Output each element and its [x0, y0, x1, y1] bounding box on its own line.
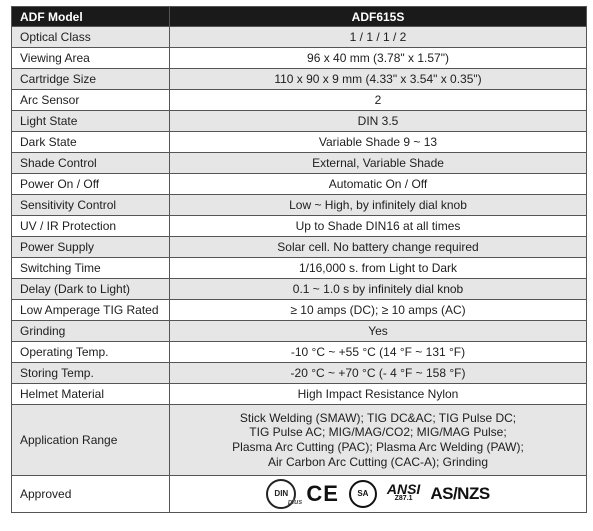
spec-value: Yes [170, 321, 587, 342]
spec-value: Solar cell. No battery change required [170, 237, 587, 258]
spec-value: High Impact Resistance Nylon [170, 384, 587, 405]
spec-value: DIN 3.5 [170, 111, 587, 132]
table-row [12, 132, 587, 153]
spec-label: Cartridge Size [12, 69, 170, 90]
table-row [12, 279, 587, 300]
application-range-value [170, 405, 587, 476]
spec-label: Operating Temp. [12, 342, 170, 363]
table-row [12, 195, 587, 216]
spec-label: Delay (Dark to Light) [12, 279, 170, 300]
ansi-logo [386, 481, 421, 504]
spec-label: Low Amperage TIG Rated [12, 300, 170, 321]
spec-label: Approved [12, 476, 170, 513]
application-line: TIG Pulse AC; MIG/MAG/CO2; MIG/MAG Pulse; [249, 425, 507, 440]
spec-label: Sensitivity Control [12, 195, 170, 216]
spec-value: 1/16,000 s. from Light to Dark [170, 258, 587, 279]
ansi-text: ANSI [386, 481, 421, 497]
din-text: DIN [274, 489, 289, 498]
application-line: Stick Welding (SMAW); TIG DC&AC; TIG Pulse DC; [239, 410, 517, 425]
spec-label: Shade Control [12, 153, 170, 174]
table-row [12, 27, 587, 48]
spec-label: UV / IR Protection [12, 216, 170, 237]
spec-label: Power On / Off [12, 174, 170, 195]
spec-value: External, Variable Shade [170, 153, 587, 174]
table-row [12, 153, 587, 174]
table-row [12, 342, 587, 363]
spec-value: -10 °C ~ +55 °C (14 °F ~ 131 °F) [170, 342, 587, 363]
spec-value: ≥ 10 amps (DC); ≥ 10 amps (AC) [170, 300, 587, 321]
spec-value: Up to Shade DIN16 at all times [170, 216, 587, 237]
table-row [12, 48, 587, 69]
table-header [12, 7, 587, 27]
table-row [12, 216, 587, 237]
table-row [12, 363, 587, 384]
cert-row [174, 479, 582, 509]
application-line: Plasma Arc Cutting (PAC); Plasma Arc Welding (PAW); [232, 440, 524, 454]
asnzs-logo: AS/NZS [430, 484, 490, 503]
csa-text: SA [357, 489, 369, 498]
spec-label: Application Range [12, 405, 170, 476]
spec-label: Switching Time [12, 258, 170, 279]
table-row [12, 111, 587, 132]
table-row [12, 384, 587, 405]
table-row [12, 237, 587, 258]
spec-value: 1 / 1 / 1 / 2 [170, 27, 587, 48]
spec-value: 110 x 90 x 9 mm (4.33" x 3.54" x 0.35") [170, 69, 587, 90]
spec-label: Dark State [12, 132, 170, 153]
spec-value: Low ~ High, by infinitely dial knob [170, 195, 587, 216]
spec-value: 2 [170, 90, 587, 111]
spec-label: Optical Class [12, 27, 170, 48]
table-row [12, 300, 587, 321]
spec-label: Arc Sensor [12, 90, 170, 111]
spec-label: Viewing Area [12, 48, 170, 69]
header-label: ADF Model [12, 7, 170, 27]
table-row-approved [12, 476, 587, 513]
table-row [12, 321, 587, 342]
ce-mark-logo: CE [306, 481, 339, 506]
ansi-standard-text: Z87.1 [394, 495, 413, 502]
spec-label: Helmet Material [12, 384, 170, 405]
spec-label: Power Supply [12, 237, 170, 258]
din-plus-logo [266, 479, 303, 509]
table-row [12, 69, 587, 90]
spec-value: 0.1 ~ 1.0 s by infinitely dial knob [170, 279, 587, 300]
approval-logos [170, 476, 587, 513]
table-row-application-range [12, 405, 587, 476]
spec-value: Variable Shade 9 ~ 13 [170, 132, 587, 153]
spec-value: Automatic On / Off [170, 174, 587, 195]
spec-value: 96 x 40 mm (3.78" x 1.57") [170, 48, 587, 69]
table-row [12, 90, 587, 111]
csa-logo [349, 480, 377, 508]
spec-label: Grinding [12, 321, 170, 342]
spec-label: Light State [12, 111, 170, 132]
table-row [12, 174, 587, 195]
spec-value: -20 °C ~ +70 °C (- 4 °F ~ 158 °F) [170, 363, 587, 384]
application-line: Air Carbon Arc Cutting (CAC-A); Grinding [267, 454, 489, 469]
header-model: ADF615S [170, 7, 587, 27]
spec-label: Storing Temp. [12, 363, 170, 384]
din-plus-text: plus [287, 499, 303, 506]
spec-table [11, 6, 587, 513]
table-row [12, 258, 587, 279]
